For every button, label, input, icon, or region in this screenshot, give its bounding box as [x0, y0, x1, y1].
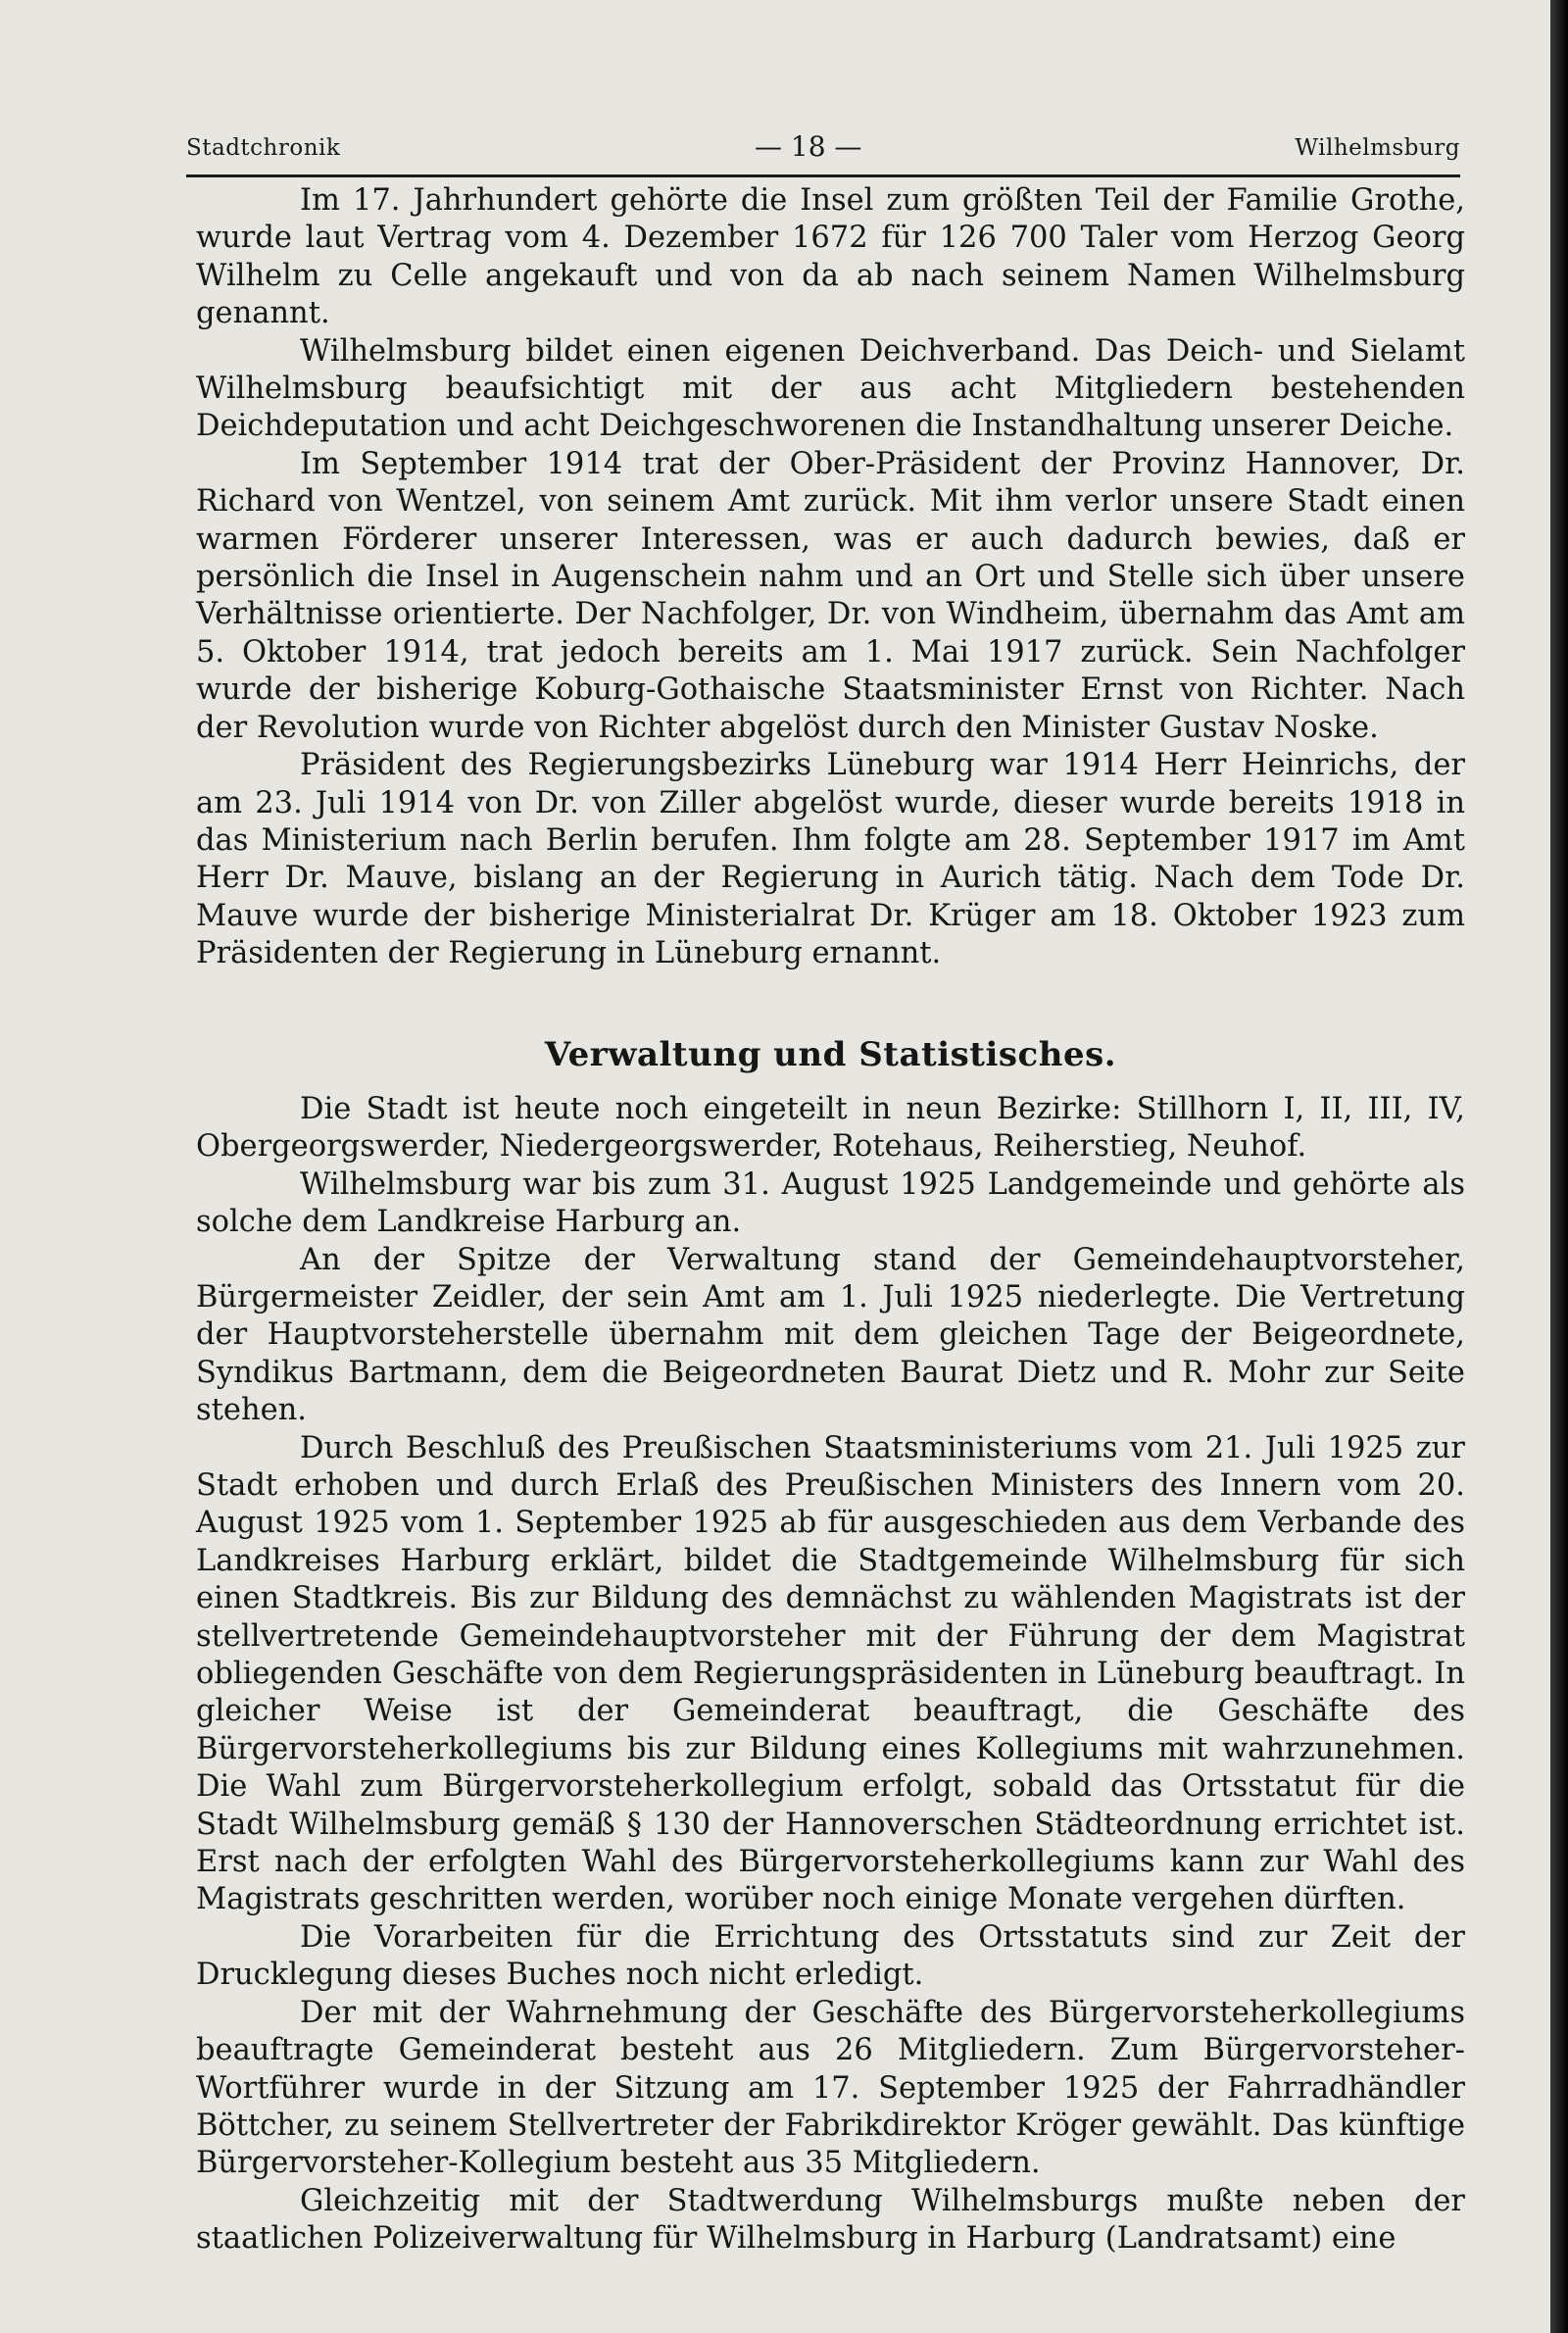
paragraph: An der Spitze der Verwaltung stand der Gemeindehauptvorsteher, Bürgermeister Zeidler, der sein Amt am 1. Juli 1925 niederlegte. Die Vertretung der Hauptvorsteherstelle übernahm mit dem gleichen Tage der Beigeordnete, Syndikus Bartmann, dem die Beigeordneten Baurat Dietz und R. Mohr zur Seite stehen.: [196, 1242, 1465, 1428]
paragraph: Gleichzeitig mit der Stadtwerdung Wilhelmsburgs mußte neben der staatlichen Polizeiverwaltung für Wilhelmsburg in Harburg (Landratsamt) eine: [196, 2183, 1465, 2257]
page-edge-shadow: [1550, 0, 1568, 2333]
paragraph: Die Vorarbeiten für die Errichtung des Ortsstatuts sind zur Zeit der Drucklegung dieses Buches noch nicht erledigt.: [196, 1919, 1465, 1993]
header-rule: [186, 174, 1460, 177]
paragraph: Im 17. Jahrhundert gehörte die Insel zum größten Teil der Familie Grothe, wurde laut Vertrag vom 4. Dezember 1672 für 126 700 Taler vom Herzog Georg Wilhelm zu Celle angekauft und von da ab nach seinem Namen Wilhelmsburg genannt.: [196, 183, 1465, 331]
paragraph: Der mit der Wahrnehmung der Geschäfte des Bürgervorsteherkollegiums beauftragte Gemeinderat besteht aus 26 Mitgliedern. Zum Bürgervorsteher-Wortführer wurde in der Sitzung am 17. September 1925 der Fahrradhändler Böttcher, zu seinem Stellvertreter der Fabrikdirektor Kröger gewählt. Das künftige Bürgervorsteher-Kollegium besteht aus 35 Mitgliedern.: [196, 1995, 1465, 2181]
header-right: Wilhelmsburg: [1295, 135, 1460, 161]
paragraph: Wilhelmsburg bildet einen eigenen Deichverband. Das Deich- und Sielamt Wilhelmsburg beaufsichtigt mit der aus acht Mitgliedern bestehenden Deichdeputation und acht Deichgeschworenen die Instandhaltung unserer Deiche.: [196, 333, 1465, 444]
section-heading: Verwaltung und Statistisches.: [544, 1034, 1117, 1074]
running-header: [186, 125, 1460, 171]
header-left: Stadtchronik: [186, 135, 341, 161]
page-number: — 18 —: [755, 130, 862, 163]
body-text: [196, 182, 1465, 2259]
paragraph: Im September 1914 trat der Ober-Präsident der Provinz Hannover, Dr. Richard von Wentzel, von seinem Amt zurück. Mit ihm verlor unsere Stadt einen warmen Förderer unserer Interessen, was er auch dadurch bewies, daß er persönlich die Insel in Augenschein nahm und an Ort und Stelle sich über unsere Verhältnisse orientierte. Der Nachfolger, Dr. von Windheim, übernahm das Amt am 5. Oktober 1914, trat jedoch bereits am 1. Mai 1917 zurück. Sein Nachfolger wurde der bisherige Koburg-Gothaische Staatsminister Ernst von Richter. Nach der Revolution wurde von Richter abgelöst durch den Minister Gustav Noske.: [196, 446, 1465, 745]
paragraph: Die Stadt ist heute noch eingeteilt in neun Bezirke: Stillhorn I, II, III, IV, Obergeorgswerder, Niedergeorgswerder, Rotehaus, Reiherstieg, Neuhof.: [196, 1091, 1465, 1165]
paragraph: Durch Beschluß des Preußischen Staatsministeriums vom 21. Juli 1925 zur Stadt erhoben und durch Erlaß des Preußischen Ministers des Innern vom 20. August 1925 vom 1. September 1925 ab für ausgeschieden aus dem Verbande des Landkreises Harburg erklärt, bildet die Stadtgemeinde Wilhelmsburg für sich einen Stadtkreis. Bis zur Bildung des demnächst zu wählenden Magistrats ist der stellvertretende Gemeindehauptvorsteher mit der Führung der dem Magistrat obliegenden Geschäfte von dem Regierungspräsidenten in Lüneburg beauftragt. In gleicher Weise ist der Gemeinderat beauftragt, die Geschäfte des Bürgervorsteherkollegiums bis zur Bildung eines Kollegiums mit wahrzunehmen. Die Wahl zum Bürgervorsteherkollegium erfolgt, sobald das Ortsstatut für die Stadt Wilhelmsburg gemäß § 130 der Hannoverschen Städteordnung errichtet ist. Erst nach der erfolgten Wahl des Bürgervorsteherkollegiums kann zur Wahl des Magistrats geschritten werden, worüber noch einige Monate vergehen dürften.: [196, 1430, 1465, 1917]
paragraph: Wilhelmsburg war bis zum 31. August 1925 Landgemeinde und gehörte als solche dem Landkreise Harburg an.: [196, 1166, 1465, 1240]
paragraph: Präsident des Regierungsbezirks Lüneburg war 1914 Herr Heinrichs, der am 23. Juli 1914 von Dr. von Ziller abgelöst wurde, dieser wurde bereits 1918 in das Ministerium nach Berlin berufen. Ihm folgte am 28. September 1917 im Amt Herr Dr. Mauve, bislang an der Regierung in Aurich tätig. Nach dem Tode Dr. Mauve wurde der bisherige Ministerialrat Dr. Krüger am 18. Oktober 1923 zum Präsidenten der Regierung in Lüneburg ernannt.: [196, 748, 1465, 971]
